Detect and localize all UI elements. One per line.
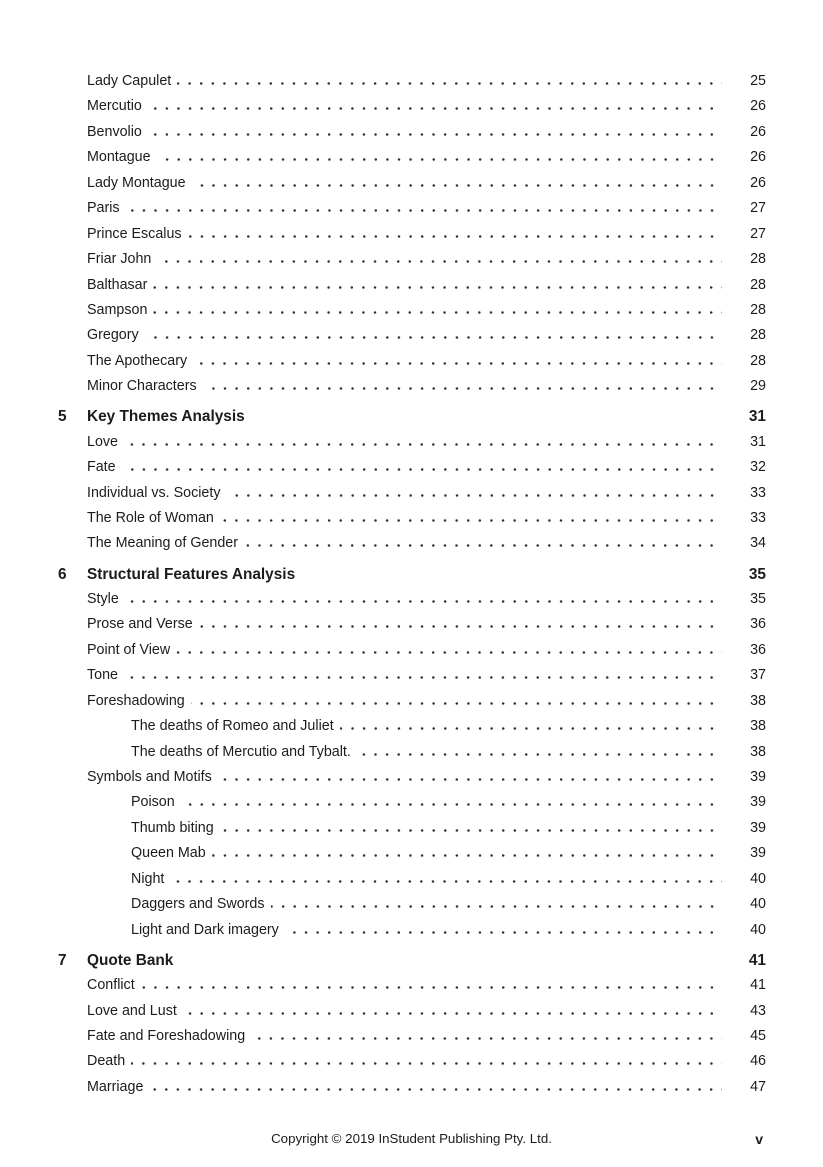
toc-entry-page-number: 41 [750,977,766,994]
dot-leader [148,133,722,136]
dot-leader [181,803,722,806]
toc-entry [58,124,766,149]
dot-leader [192,184,722,187]
dot-leader [149,1088,722,1091]
toc-entry-page-number: 26 [750,98,766,115]
toc-entry-page-number: 39 [750,845,766,862]
toc-entry-page-number: 40 [750,870,766,887]
toc-entry-page-number: 36 [750,616,766,633]
toc-entry-page-number: 35 [750,590,766,607]
toc-entry-page-number: 38 [750,743,766,760]
dot-leader [148,107,722,110]
toc-entry-page-number: 26 [750,174,766,191]
toc-entry-page-number: 28 [750,327,766,344]
toc-entry-label: Conflict [87,977,135,994]
copyright-notice: Copyright © 2019 InStudent Publishing Pty. Ltd. [271,1131,552,1146]
toc-entry-page-number: 39 [750,819,766,836]
toc-entry [58,896,766,921]
toc-entry [58,535,766,560]
toc-entry [58,744,766,769]
toc-entry [58,718,766,743]
toc-entry-label: Queen Mab [131,845,206,862]
toc-entry-label: Paris [87,200,120,217]
toc-entry-label: Prose and Verse [87,616,193,633]
toc-entry-label: Balthasar [87,276,148,293]
toc-entry [58,1003,766,1028]
table-of-contents [58,73,766,1104]
dot-leader [212,854,722,857]
toc-entry-page-number: 26 [750,149,766,166]
dot-leader [153,286,722,289]
toc-entry-label: Love and Lust [87,1002,177,1019]
toc-entry [58,1053,766,1078]
toc-entry-label: Benvolio [87,123,142,140]
toc-entry [58,175,766,200]
dot-leader [188,235,722,238]
toc-entry-page-number: 39 [750,769,766,785]
toc-entry-label: Prince Escalus [87,225,182,242]
toc-entry-label: Montague [87,149,151,166]
toc-entry-page-number: 27 [750,225,766,242]
dot-leader [131,1062,722,1065]
toc-entry [58,566,766,591]
toc-entry-page-number: 28 [750,251,766,268]
dot-leader [145,336,722,339]
toc-entry-page-number: 29 [750,378,766,395]
page-footer [0,1131,823,1153]
toc-entry-label: Marriage [87,1078,144,1095]
toc-entry-page-number: 45 [750,1027,766,1044]
toc-entry [58,845,766,870]
toc-entry-label: Minor Characters [87,378,197,395]
toc-entry-page-number: 38 [750,718,766,735]
dot-leader [251,1037,722,1040]
dot-leader [244,544,722,547]
toc-entry-label: Thumb biting [131,819,214,836]
toc-entry-label: The deaths of Mercutio and Tybalt. [131,743,351,760]
toc-entry-label: Death [87,1053,126,1070]
toc-entry-label: Quote Bank [87,951,174,969]
toc-entry [58,820,766,845]
toc-entry [58,98,766,123]
dot-leader [193,362,722,365]
dot-leader [124,443,722,446]
toc-entry [58,226,766,251]
toc-entry-label: Key Themes Analysis [87,408,245,426]
dot-leader [191,702,722,705]
dot-leader [271,905,722,908]
toc-entry [58,277,766,302]
toc-entry-label: Lady Capulet [87,73,172,89]
dot-leader [199,625,722,628]
toc-entry [58,251,766,276]
toc-entry [58,1028,766,1053]
dot-leader [301,576,722,579]
toc-entry-label: Lady Montague [87,174,186,191]
toc-entry-page-number: 28 [750,352,766,369]
toc-entry-page-number: 31 [748,408,766,426]
toc-entry-label: The deaths of Romeo and Juliet [131,718,334,735]
dot-leader [125,600,722,603]
toc-entry [58,327,766,352]
toc-entry-label: Daggers and Swords [131,896,265,913]
toc-entry-page-number: 32 [750,459,766,476]
toc-entry-label: Style [87,590,119,607]
toc-entry-page-number: 36 [750,641,766,658]
toc-entry-label: Fate and Foreshadowing [87,1027,246,1044]
toc-entry-page-number: 25 [750,73,766,89]
dot-leader [220,829,722,832]
dot-leader [227,494,722,497]
dot-leader [157,158,722,161]
toc-entry-page-number: 37 [750,667,766,684]
toc-section-number: 5 [58,408,67,426]
toc-section-number: 6 [58,565,67,583]
toc-entry-label: The Apothecary [87,352,188,369]
toc-entry [58,1079,766,1104]
toc-entry [58,769,766,794]
toc-entry-label: Point of View [87,641,171,658]
toc-entry-page-number: 33 [750,510,766,527]
toc-entry-page-number: 46 [750,1053,766,1070]
toc-entry-label: Structural Features Analysis [87,565,296,583]
toc-entry [58,871,766,896]
toc-entry-page-number: 43 [750,1002,766,1019]
dot-leader [124,676,722,679]
dot-leader [203,387,722,390]
dot-leader [170,880,722,883]
toc-entry [58,591,766,616]
toc-entry-label: The Meaning of Gender [87,535,239,552]
dot-leader [220,519,722,522]
toc-entry [58,693,766,718]
toc-entry-label: Sampson [87,301,148,318]
dot-leader [357,753,722,756]
toc-entry [58,616,766,641]
toc-entry [58,459,766,484]
toc-entry-page-number: 40 [750,921,766,938]
toc-entry [58,952,766,977]
dot-leader [153,311,722,314]
toc-entry-label: Fate [87,459,116,476]
toc-entry-page-number: 34 [750,535,766,552]
toc-entry [58,73,766,98]
toc-entry-label: Light and Dark imagery [131,921,279,938]
toc-entry-label: Poison [131,794,175,811]
toc-entry-page-number: 31 [750,433,766,450]
toc-entry [58,408,766,433]
toc-entry [58,434,766,459]
dot-leader [177,82,722,85]
dot-leader [285,931,722,934]
toc-entry-label: Symbols and Motifs [87,769,212,785]
toc-entry [58,302,766,327]
toc-entry-label: Love [87,433,119,450]
toc-entry-page-number: 40 [750,896,766,913]
dot-leader [176,651,722,654]
toc-entry-label: Mercutio [87,98,142,115]
toc-entry [58,378,766,403]
toc-entry [58,922,766,947]
toc-entry-label: Individual vs. Society [87,484,221,501]
toc-entry [58,794,766,819]
toc-entry-page-number: 35 [748,565,766,583]
toc-entry [58,353,766,378]
dot-leader [126,209,722,212]
dot-leader [157,260,722,263]
toc-entry-page-number: 47 [750,1078,766,1095]
toc-entry [58,149,766,174]
toc-entry-page-number: 28 [750,276,766,293]
toc-entry-label: The Role of Woman [87,510,214,527]
toc-entry [58,667,766,692]
toc-entry [58,485,766,510]
toc-entry [58,510,766,535]
toc-entry-label: Gregory [87,327,139,344]
toc-entry-label: Foreshadowing [87,692,185,709]
toc-entry-page-number: 38 [750,692,766,709]
toc-entry [58,200,766,225]
folio-page-number: v [755,1131,763,1147]
toc-entry-page-number: 39 [750,794,766,811]
toc-entry-label: Night [131,870,165,887]
toc-entry-page-number: 28 [750,301,766,318]
dot-leader [183,1012,722,1015]
dot-leader [251,418,722,421]
toc-entry-label: Friar John [87,251,152,268]
toc-entry [58,642,766,667]
toc-entry-page-number: 33 [750,484,766,501]
toc-entry-page-number: 41 [748,951,766,969]
toc-entry-page-number: 27 [750,200,766,217]
toc-entry-label: Tone [87,667,119,684]
dot-leader [340,727,722,730]
dot-leader [179,962,722,965]
dot-leader [122,468,722,471]
toc-entry [58,977,766,1002]
dot-leader [141,986,722,989]
toc-entry-page-number: 26 [750,123,766,140]
dot-leader [218,778,722,781]
toc-section-number: 7 [58,951,67,969]
